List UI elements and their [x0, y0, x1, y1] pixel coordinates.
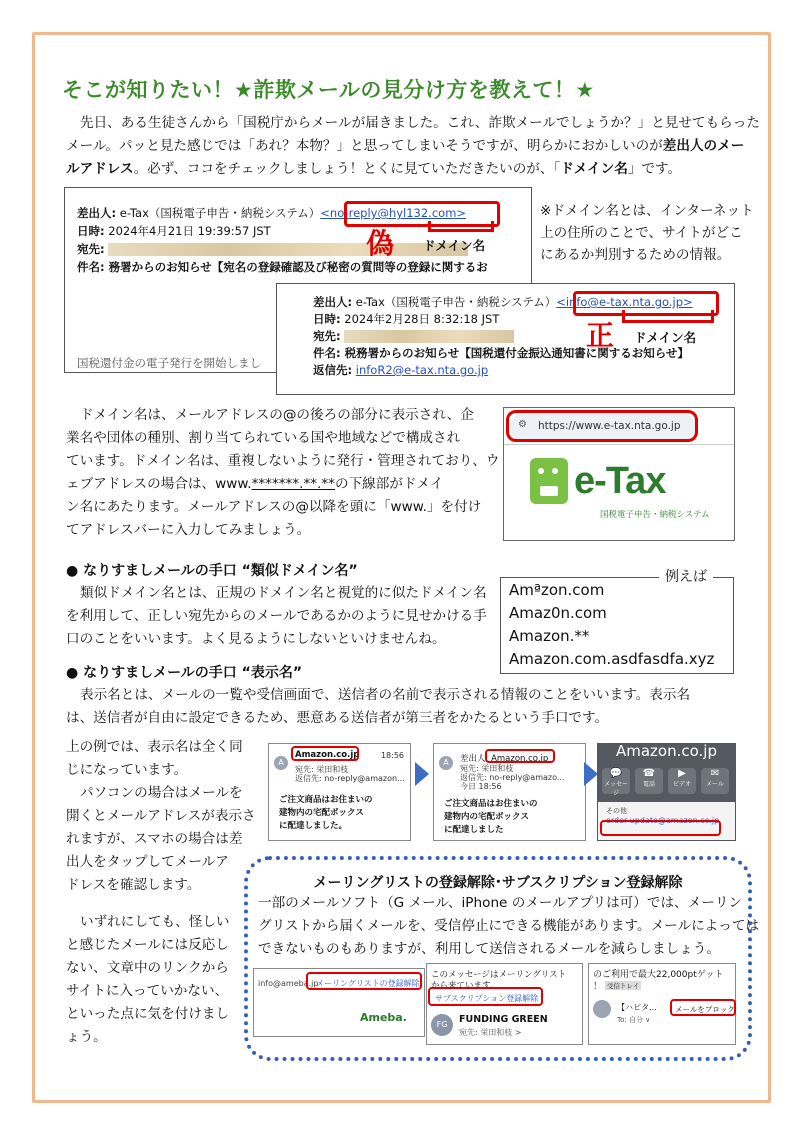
left-column-text — [66, 736, 256, 1049]
detail-from-highlight — [485, 749, 555, 763]
detail-avatar: A — [439, 756, 453, 770]
inbox-body-line: に配達しました。 — [279, 821, 348, 831]
fake-to-label: 宛先: — [77, 242, 105, 256]
arrow-right-icon — [415, 762, 429, 786]
inbox-name-highlight — [291, 746, 359, 761]
ameba-link-highlight — [306, 972, 422, 990]
fake-domain-tag: ドメイン名 — [423, 238, 486, 253]
fake-from-label: 差出人: — [77, 206, 117, 220]
unsubscribe-line-1: 一部のメールソフト（G メール、iPhone のメールアプリは可）では、メーリン — [258, 895, 743, 911]
domain-para-line-1: ドメイン名は、メールアドレスの@の後ろの部分に表示され、企 — [80, 407, 474, 423]
inbox-body — [279, 794, 373, 833]
sender-avatar: A — [274, 756, 288, 770]
detail-from[interactable]: 差出人: Amazon.co.jp — [460, 754, 549, 764]
etax-logo: e-Tax — [574, 460, 666, 502]
block-mail-button[interactable]: メールをブロック — [675, 1005, 735, 1014]
domain-para-line-3: ています。ドメイン名は、重複しないように発行・管理されており、ウ — [66, 453, 500, 469]
domain-para-line-5: ン名にあたります。メールアドレスの@以降を頭に「www.」を付け — [66, 499, 482, 515]
domain-para-line-6: てアドレスバーに入力してみましょう。 — [66, 522, 311, 538]
video-button[interactable]: ▶ ビデオ — [668, 768, 696, 794]
promo-to: To: 自分 ∨ — [617, 1016, 651, 1024]
left-text-line: じになっています。 — [66, 762, 188, 778]
inbox-tag: 受信トレイ — [607, 982, 640, 990]
domain-note — [540, 200, 755, 266]
section1-paragraph — [66, 582, 496, 651]
url-highlight — [506, 410, 698, 442]
examples-label: 例えば — [659, 566, 713, 586]
section2-paragraph — [66, 684, 756, 730]
real-date: 2024年2月28日 8:32:18 JST — [340, 312, 500, 326]
subscription-link-highlight — [428, 987, 543, 1006]
real-from-label: 差出人: — [313, 295, 353, 309]
intro-paragraph — [66, 112, 760, 181]
browser-screenshot — [503, 407, 735, 541]
intro-emphasis-sender: 差出人のメー — [662, 138, 745, 154]
real-from-address[interactable]: <info@e-tax.nta.go.jp> — [556, 295, 693, 309]
domain-note-line-1: ※ドメイン名とは、インターネット — [540, 203, 754, 219]
unsubscribe-line-3: できないものもありますが、利用して送信されるメールを減らしましょう。 — [258, 941, 720, 957]
section1-line-2: を利用して、正しい宛先からのメールであるかのように見せかける手 — [66, 608, 487, 624]
browser-divider — [504, 444, 734, 445]
fake-mark: 偽 — [366, 227, 395, 260]
message-button[interactable]: 💬 メッセージ — [602, 768, 630, 794]
unsubscribe-title: メーリングリストの登録解除･サブスクリプション登録解除 — [313, 875, 683, 891]
domain-note-line-3: にあるか判別するための情報。 — [540, 247, 731, 263]
inbox-body-line: ご注文商品はお住まいの — [279, 795, 373, 805]
left-text-line: いずれにしても、怪しい — [80, 914, 230, 930]
inbox-to: 宛先: 栄田和枝 — [295, 765, 349, 774]
real-subject: 税務署からのお知らせ【国税還付金振込通知書に関するお知らせ】 — [340, 346, 689, 360]
fake-body-text: 国税還付金の電子発行を開始しまし — [77, 356, 261, 370]
fake-date: 2024年4月21日 19:39:57 JST — [104, 224, 271, 238]
real-to-blurred — [344, 330, 514, 343]
site-info-icon[interactable]: ⚙ — [518, 419, 527, 430]
address-bar-url: https://www.e-tax.nta.go.jp — [538, 420, 681, 432]
unsubscribe-paragraph — [258, 892, 760, 961]
domain-note-line-2: 上の住所のことで、サイトがどこ — [540, 225, 743, 241]
example-item: Amªzon.com — [509, 581, 605, 599]
detail-body-line: ご注文商品はお住まいの — [444, 799, 538, 809]
sender-avatar — [593, 1000, 611, 1018]
fake-to-blurred — [108, 243, 468, 256]
unsubscribe-line-2: グリストから届くメールを、受信停止にできる機能があります。メールによっては — [258, 918, 760, 934]
funding-green-avatar: FG — [431, 1014, 453, 1036]
ameba-logo: Ameba. — [360, 1011, 407, 1024]
real-domain-tag: ドメイン名 — [634, 330, 697, 345]
etax-logo-subtitle: 国税電子申告・納税システム — [600, 510, 710, 520]
fake-subject: 務署からのお知らせ【宛名の登録確認及び秘密の質問等の登録に関するお — [104, 260, 488, 274]
example-item: Amazon.** — [509, 627, 590, 645]
inbox-sender-name: Amazon.co.jp — [295, 750, 360, 760]
contact-name: Amazon.co.jp — [615, 743, 717, 760]
contact-other-label: その他 — [606, 807, 627, 815]
promo-subject: のご利用で最大22,000ptゲット — [593, 970, 724, 980]
fake-date-label: 日時: — [77, 224, 105, 238]
promo-sender: 【ハピタ... — [617, 1003, 657, 1012]
left-text-line: と感じたメールには反応し — [66, 937, 229, 953]
left-text-line: 上の例では、表示名は全く同 — [66, 739, 243, 755]
domain-underlined-part: *******.**.** — [251, 476, 335, 492]
funding-green-name: FUNDING GREEN — [459, 1014, 548, 1025]
domain-para-line-2: 業名や団体の種別、割り当てられている国や地域などで構成され — [66, 430, 461, 446]
fake-from-address[interactable]: <no-reply@hyl132.com> — [320, 206, 467, 220]
detail-date: 今日 18:56 — [460, 782, 502, 791]
mail-button-label: メール — [706, 781, 724, 788]
fake-from-name: e-Tax（国税電子申告・納税システム） — [116, 206, 321, 220]
real-to-label: 宛先: — [313, 329, 341, 343]
real-domain-underline — [622, 310, 714, 323]
domain-paragraph — [66, 404, 500, 542]
example-item: Amazon.com.asdfasdfa.xyz — [509, 650, 715, 668]
inbox-body-line: 建物内の宅配ボックス — [279, 808, 364, 818]
block-button-highlight — [670, 999, 736, 1016]
real-mark: 正 — [586, 319, 615, 352]
contact-address[interactable]: order-update@amazon.co.jp — [606, 816, 720, 825]
left-text-line: といった点に気を付けまし — [66, 1006, 230, 1022]
call-button[interactable]: ☎ 電話 — [635, 768, 663, 794]
left-text-line: ない、文章中のリンクから — [66, 960, 229, 976]
left-text-line: 出人をタップしてメールア — [66, 854, 229, 870]
arrow-right-icon — [584, 762, 598, 786]
left-text-line: 開くとメールアドレスが表示さ — [66, 808, 256, 824]
subscription-unsubscribe-link[interactable]: サブスクリプション登録解除 — [435, 994, 539, 1003]
real-date-label: 日時: — [313, 312, 341, 326]
intro-line-1: 先日、ある生徒さんから「国税庁からメールが届きました。これ、詐欺メールでしょうか？」と見せてもらった — [80, 115, 760, 131]
detail-reply: 返信先: no-reply@amazo... — [460, 773, 565, 782]
detail-body-line: 建物内の宅配ボックス — [444, 812, 529, 822]
left-text-line: れますが、スマホの場合は差 — [66, 831, 243, 847]
domain-para-line-4-end: の下線部がドメイ — [334, 476, 444, 492]
section1-line-1: 類似ドメイン名とは、正規のドメイン名と視覚的に似たドメイン名 — [80, 585, 487, 601]
mailing-list-notice-2: から来ています。 — [431, 981, 499, 991]
inbox-time: 18:56 — [380, 751, 404, 760]
intro-line-3: 。必ず、ココをチェックしましょう！とくに見ていただきたいのが、「 — [133, 161, 561, 177]
message-button-label: メッセージ — [604, 781, 628, 797]
left-text-line: ドレスを確認します。 — [66, 877, 201, 893]
etax-mascot-icon — [530, 458, 568, 504]
intro-emphasis-domain: ドメイン名 — [560, 161, 628, 177]
video-button-label: ビデオ — [673, 781, 691, 788]
ameba-address: info@ameba.jp — [258, 979, 319, 988]
real-subject-label: 件名: — [313, 346, 341, 360]
funding-green-to: 宛先: 栄田和枝 > — [459, 1028, 522, 1037]
section2-line-2: は、送信者が自由に設定できるため、悪意ある送信者が第三者をかたるという手口です。 — [66, 710, 609, 726]
detail-body-line: に配達しました — [444, 825, 504, 835]
page-title: そこが知りたい！★詐欺メールの見分け方を教えて！★ — [62, 78, 595, 102]
mailing-list-notice-1: このメッセージはメーリングリスト — [431, 970, 567, 980]
promo-subject-end: ！ — [593, 982, 603, 992]
mail-button[interactable]: ✉ メール — [701, 768, 729, 794]
domain-para-line-4: ェブアドレスの場合は、www. — [66, 476, 252, 492]
intro-line-2: メール。パッと見た感じでは「あれ？本物？」と思ってしまいそうですが、明らかにおかしいのが — [66, 138, 663, 154]
intro-line-3-end: 」です。 — [627, 161, 682, 177]
intro-emphasis-address: ルアドレス — [66, 161, 134, 177]
fake-domain-underline — [428, 221, 494, 232]
example-item: Amaz0n.com — [509, 604, 607, 622]
detail-body — [444, 798, 538, 837]
left-text-line: ょう。 — [66, 1029, 107, 1045]
contact-address-highlight — [600, 820, 721, 836]
section2-heading: ● なりすましメールの手口 “表示名” — [66, 665, 303, 681]
call-button-label: 電話 — [642, 781, 655, 788]
left-text-line: パソコンの場合はメールを — [80, 785, 243, 801]
section2-line-1: 表示名とは、メールの一覧や受信画面で、送信者の名前で表示される情報のことをいいます。表示名 — [80, 687, 691, 703]
inbox-reply: 返信先: no-reply@amazon... — [295, 774, 405, 783]
detail-to: 宛先: 栄田和枝 — [460, 764, 514, 773]
ameba-unsubscribe-link[interactable]: メーリングリストの登録解除 — [316, 979, 420, 988]
section1-heading: ● なりすましメールの手口 “類似ドメイン名” — [66, 563, 358, 579]
section1-line-3: 口のことをいいます。よく見るようにしないといけませんね。 — [66, 631, 446, 647]
fake-subject-label: 件名: — [77, 260, 105, 274]
examples-box — [500, 569, 734, 674]
real-from-name: e-Tax（国税電子申告・納税システム） — [352, 295, 557, 309]
real-reply-address[interactable]: infoR2@e-tax.nta.go.jp — [355, 363, 489, 377]
left-text-line: サイトに入っていかない、 — [66, 983, 229, 999]
real-reply-label: 返信先: — [313, 363, 353, 377]
